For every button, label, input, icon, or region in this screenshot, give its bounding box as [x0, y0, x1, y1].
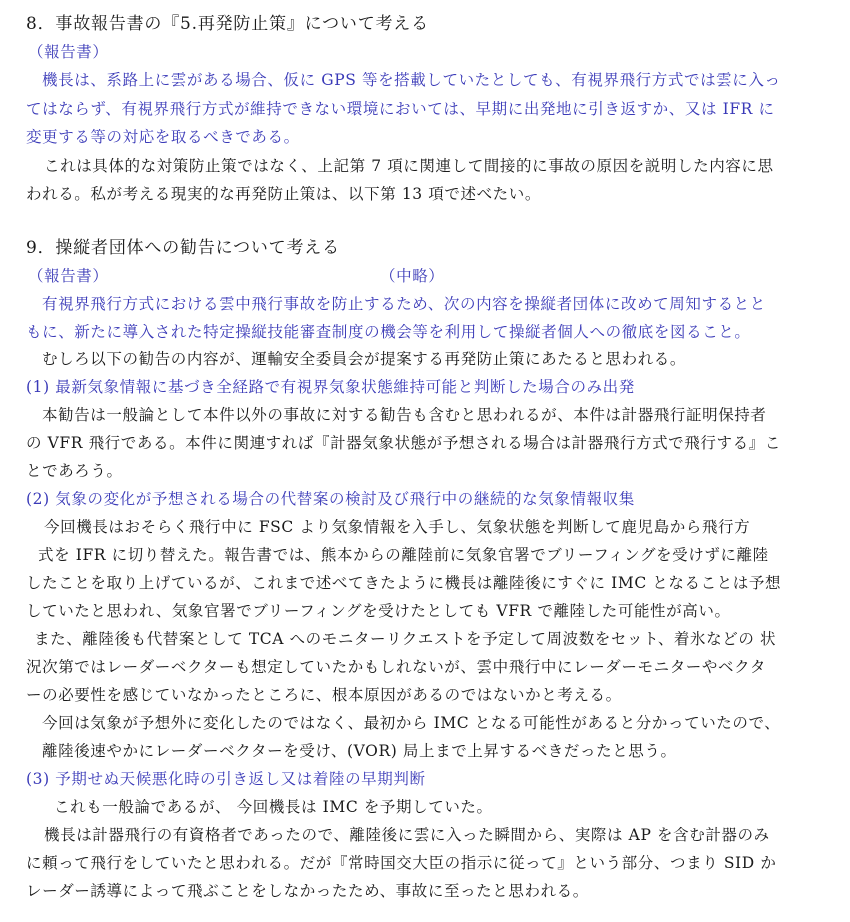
item-2-body-line-5: また、離陸後も代替案として TCA へのモニターリクエストを予定して周波数をセット、着氷などの 状: [34, 630, 777, 648]
section-8-comment-line-2: われる。私が考える現実的な再発防止策は、以下第 13 項で述べたい。: [26, 185, 541, 203]
item-2-body-line-2: 式を IFR に切り替えた。報告書では、熊本からの離陸前に気象官署でブリーフィングを受けずに離陸: [38, 546, 769, 564]
item-2-body-line-7: ーの必要性を感じていなかったところに、根本原因があるのではないかと考える。: [26, 686, 622, 704]
section-8-quote-line-1: 機長は、系路上に雲がある場合、仮に GPS 等を搭載していたとしても、有視界飛行方式では雲に入っ: [42, 71, 781, 89]
item-1-body-line-1: 本勧告は一般論として本件以外の事故に対する勧告も含むと思われるが、本件は計器飛行証明保持者: [42, 406, 767, 424]
section-8-report-label: （報告書）: [28, 43, 109, 61]
item-2-body-line-3: したことを取り上げているが、これまで述べてきたように機長は離陸後にすぐに IMC となることは予想: [26, 574, 782, 592]
section-8-heading: 8．事故報告書の『5.再発防止策』について考える: [26, 14, 429, 34]
item-2-body-line-1: 今回機長はおそらく飛行中に FSC より気象情報を入手し、気象状態を判断して鹿児島から飛行方: [44, 518, 751, 536]
item-2-body-line-9: 離陸後速やかにレーダーベクターを受け、(VOR) 局上まで上昇するべきだったと思う。: [42, 742, 677, 760]
item-2-body-line-4: していたと思われ、気象官署でブリーフィングを受けたとしても VFR で離陸した可能性が高い。: [26, 602, 731, 620]
item-3-body-line-3: に頼って飛行をしていたと思われる。だが『常時国交大臣の指示に従って』という部分、つまり SID か: [26, 854, 777, 872]
section-9-heading: 9．操縦者団体への勧告について考える: [26, 238, 340, 258]
section-9-quote-line-1: 有視界飛行方式における雲中飛行事故を防止するため、次の内容を操縦者団体に改めて周知するとと: [42, 295, 766, 313]
section-9-intro: むしろ以下の勧告の内容が、運輸安全委員会が提案する再発防止策にあたると思われる。: [42, 350, 687, 368]
item-3-body-line-2: 機長は計器飛行の有資格者であったので、離陸後に雲に入った瞬間から、実際は AP を含む計器のみ: [44, 826, 770, 844]
item-1-body-line-2: の VFR 飛行である。本件に関連すれば『計器気象状態が予想される場合は計器飛行方式で飛行する』こ: [26, 434, 781, 452]
section-8-quote-line-2: てはならず、有視界飛行方式が維持できない環境においては、早期に出発地に引き返すか、又は IFR に: [26, 100, 775, 118]
item-1-body-line-3: とであろう。: [26, 462, 123, 480]
item-2-body-line-8: 今回は気象が予想外に変化したのではなく、最初から IMC となる可能性があると分かっていたので、: [42, 714, 781, 732]
item-3-body-line-4: レーダー誘導によって飛ぶことをしなかったため、事故に至ったと思われる。: [26, 882, 589, 900]
item-1-title: (1) 最新気象情報に基づき全経路で有視界気象状態維持可能と判断した場合のみ出発: [26, 378, 635, 396]
section-8-comment-line-1: これは具体的な対策防止策ではなく、上記第 7 項に関連して間接的に事故の原因を説明した内容に思: [44, 157, 774, 175]
item-2-body-line-6: 況次第ではレーダーベクターも想定していたかもしれないが、雲中飛行中にレーダーモニターやベクタ: [26, 658, 766, 676]
item-3-title: (3) 予期せぬ天候悪化時の引き返し又は着陸の早期判断: [26, 770, 426, 788]
section-8-quote-line-3: 変更する等の対応を取るべきである。: [26, 128, 300, 146]
item-3-body-line-1: これも一般論であるが、 今回機長は IMC を予期していた。: [54, 798, 493, 816]
section-9-omitted-note: （中略）: [380, 267, 445, 285]
section-9-report-label: （報告書）: [28, 267, 109, 285]
section-9-quote-line-2: もに、新たに導入された特定操縦技能審査制度の機会等を利用して操縦者個人への徹底を図ること。: [26, 323, 751, 341]
item-2-title: (2) 気象の変化が予想される場合の代替案の検討及び飛行中の継続的な気象情報収集: [26, 490, 635, 508]
